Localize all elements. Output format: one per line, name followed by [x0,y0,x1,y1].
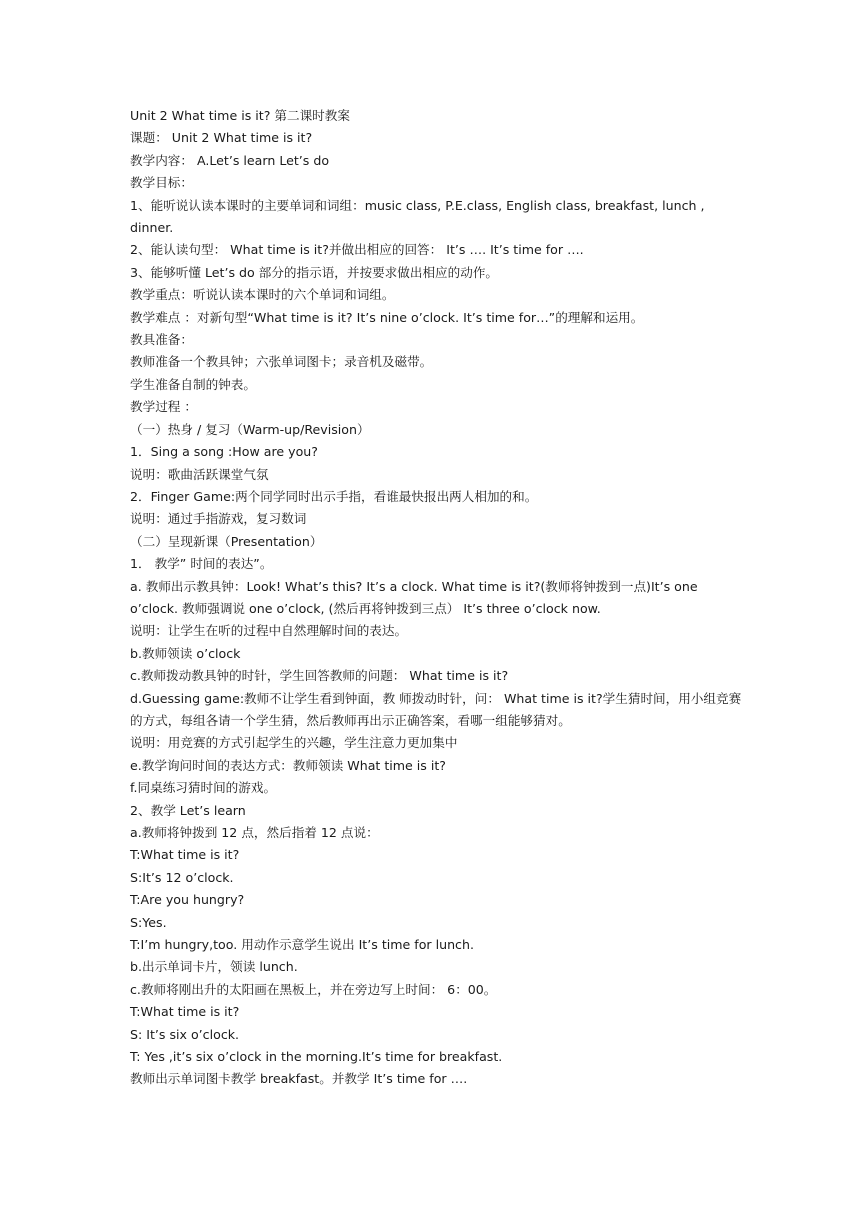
section-heading: （二）呈现新课（Presentation） [130,533,323,549]
text-line: 说明：歌曲活跃课堂气氛 [130,466,269,482]
dialogue-line: S:It’s 12 o’clock. [130,869,234,885]
section-heading: 教学过程 ： [130,399,197,415]
section-heading: （一）热身 / 复习（Warm-up/Revision） [130,421,370,437]
document-title: Unit 2 What time is it? 第二课时教案 [130,108,350,123]
text-line: 说明：让学生在听的过程中自然理解时间的表达。 [130,623,408,639]
text-line: 教学内容： A.Let’s learn Let’s do [130,152,330,168]
text-line: 教师准备一个教具钟；六张单词图卡；录音机及磁带。 [130,354,433,370]
text-line: 教学难点 ：对新句型“What time is it? It’s nine o’clock. It’s time for…”的理解和运用。 [130,309,644,325]
text-line: a.教师将钟拨到 12 点，然后指着 12 点说： [130,825,379,840]
section-heading: 教具准备： [130,332,193,348]
text-line: 说明：用竞赛的方式引起学生的兴趣，学生注意力更加集中 [130,735,458,751]
dialogue-line: T:Are you hungry? [130,892,245,908]
text-line: 2、教学 Let’s learn [130,802,246,818]
text-line: 1．Sing a song :How are you? [130,444,318,460]
text-line: 教师出示单词图卡教学 breakfast。并教学 It’s time for …. [130,1071,468,1087]
text-line: 1、能听说认读本课时的主要单词和词组：music class, P.E.class, English class, breakfast, lunch , dinner. [130,197,705,236]
text-line: e.教学询问时间的表达方式：教师领读 What time is it? [130,757,446,773]
text-line: f.同桌练习猜时间的游戏。 [130,780,277,796]
dialogue-line: T: Yes ,it’s six o’clock in the morning.It’s time for breakfast. [130,1049,503,1065]
dialogue-line: T:What time is it? [130,1004,240,1020]
text-line: 2．Finger Game:两个同学同时出示手指，看谁最快报出两人相加的和。 [130,488,538,504]
text-line: 说明：通过手指游戏，复习数词 [130,511,307,527]
text-line: c.教师拨动教具钟的时针，学生回答教师的问题： What time is it? [130,668,509,684]
dialogue-line: T:I’m hungry,too. 用动作示意学生说出 It’s time for lunch. [130,937,474,953]
text-line: c.教师将刚出升的太阳画在黑板上，并在旁边写上时间： 6：00。 [130,981,497,997]
text-line: 课题： Unit 2 What time is it? [130,130,313,146]
text-line: 学生准备自制的钟表。 [130,376,256,392]
text-line: b.教师领读 o’clock [130,645,241,661]
text-line: 3、能够听懂 Let’s do 部分的指示语，并按要求做出相应的动作。 [130,264,499,280]
section-heading: 教学目标： [130,175,193,191]
dialogue-line: T:What time is it? [130,847,240,863]
text-line: d.Guessing game:教师不让学生看到钟面，教 师拨动时针，问： What time is it?学生猜时间，用小组竞赛的方式，每组各请一个学生猜，然后教师再出示正确答案，看哪一组能够猜对。 [130,690,742,728]
text-line: a. 教师出示教具钟：Look! What’s this? It’s a clock. What time is it?(教师将钟拨到一点)It’s one o’clock. 教师强调说 one o’clock, (然后再将钟拨到三点） It’s three o’clock now. [130,578,698,616]
dialogue-line: S:Yes. [130,914,167,930]
text-line: 1． 教学” 时间的表达”。 [130,556,273,572]
document-body [130,105,742,1091]
text-line: b.出示单词卡片，领读 lunch. [130,959,298,975]
text-line: 教学重点：听说认读本课时的六个单词和词组。 [130,287,395,303]
dialogue-line: S: It’s six o’clock. [130,1026,240,1042]
text-line: 2、能认读句型： What time is it?并做出相应的回答： It’s …. It’s time for …. [130,242,584,258]
